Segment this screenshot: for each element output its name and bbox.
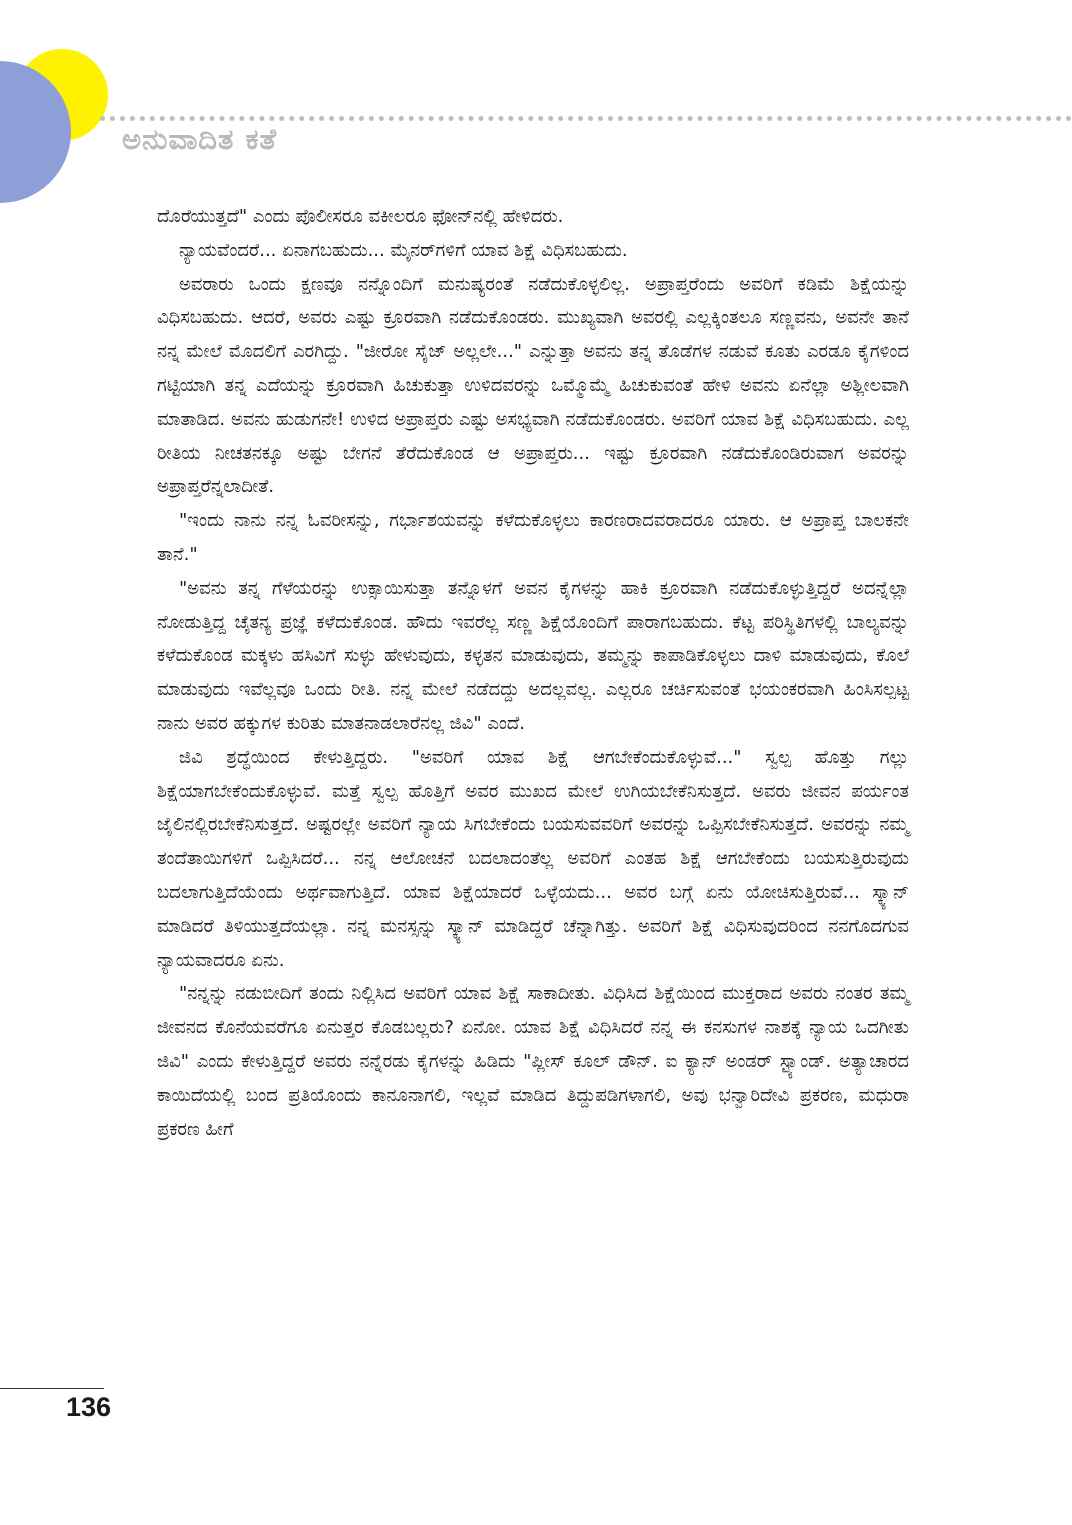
paragraph: ದೊರೆಯುತ್ತದೆ" ಎಂದು ಪೊಲೀಸರೂ ವಕೀಲರೂ ಫೋನ್‌ನಲ್ಲಿ ಹೇಳಿದರು. — [157, 206, 564, 227]
paragraph: "ಇಂದು ನಾನು ನನ್ನ ಓವರೀಸನ್ನು, ಗರ್ಭಾಶಯವನ್ನು ಕಳೆದುಕೊಳ್ಳಲು ಕಾರಣರಾದವರಾದರೂ ಯಾರು. ಆ ಅಪ್ರಾಪ್ತ ಬಾಲಕನೇ ತಾನೆ." — [157, 510, 909, 565]
yellow-circle — [16, 49, 108, 141]
paragraph: ನ್ಯಾಯವೆಂದರೆ... ಏನಾಗಬಹುದು... ಮೈನರ್‌ಗಳಿಗೆ ಯಾವ ಶಿಕ್ಷೆ ವಿಧಿಸಬಹುದು. — [179, 239, 628, 261]
section-title: ಅನುವಾದಿತ ಕತೆ — [122, 122, 278, 156]
blue-half-disc — [0, 61, 71, 203]
story-body — [157, 200, 909, 1146]
paragraph: "ಅವನು ತನ್ನ ಗೆಳೆಯರನ್ನು ಉಕ್ಸಾಯಿಸುತ್ತಾ ತನ್ನೊಳಗೆ ಅವನ ಕೈಗಳನ್ನು ಹಾಕಿ ಕ್ರೂರವಾಗಿ ನಡೆದುಕೊಳ್ಳುತ್ತಿದ್ದರೆ ಅದನ್ನೆಲ್ಲಾ ನೋಡುತ್ತಿದ್ದ ಚೈತನ್ಯ ಪ್ರಜ್ಞೆ ಕಳೆದುಕೊಂಡ. ಹೌದು ಇವರೆಲ್ಲ ಸಣ್ಣ ಶಿಕ್ಷೆಯೊಂದಿಗೆ ಪಾರಾಗಬಹುದು. ಕೆಟ್ಟ ಪರಿಸ್ಥಿತಿಗಳಲ್ಲಿ ಬಾಲ್ಯವನ್ನು ಕಳೆದುಕೊಂಡ ಮಕ್ಕಳು ಹಸಿವಿಗೆ ಸುಳ್ಳು ಹೇಳುವುದು, ಕಳ್ಳತನ ಮಾಡುವುದು, ತಮ್ಮನ್ನು ಕಾಪಾಡಿಕೊಳ್ಳಲು ದಾಳಿ ಮಾಡುವುದು, ಕೊಲೆ ಮಾಡುವುದು ಇವೆಲ್ಲವೂ ಒಂದು ರೀತಿ. ನನ್ನ ಮೇಲೆ ನಡೆದದ್ದು ಅದಲ್ಲವಲ್ಲ. ಎಲ್ಲರೂ ಚರ್ಚಿಸುವಂತೆ ಭಯಂಕರವಾಗಿ ಹಿಂಸಿಸಲ್ಪಟ್ಟ ನಾನು ಅವರ ಹಕ್ಕುಗಳ ಕುರಿತು ಮಾತನಾಡಲಾರೆನಲ್ಲ ಜಿವಿ" ಎಂದೆ. — [157, 577, 909, 734]
paragraph: ಅವರಾರು ಒಂದು ಕ್ಷಣವೂ ನನ್ನೊಂದಿಗೆ ಮನುಷ್ಯರಂತೆ ನಡೆದುಕೊಳ್ಳಲಿಲ್ಲ. ಅಪ್ರಾಪ್ತರೆಂದು ಅವರಿಗೆ ಕಡಿಮೆ ಶಿಕ್ಷೆಯನ್ನು ವಿಧಿಸಬಹುದು. ಆದರೆ, ಅವರು ಎಷ್ಟು ಕ್ರೂರವಾಗಿ ನಡೆದುಕೊಂಡರು. ಮುಖ್ಯವಾಗಿ ಅವರಲ್ಲಿ ಎಲ್ಲಕ್ಕಿಂತಲೂ ಸಣ್ಣವನು, ಅವನೇ ತಾನೆ ನನ್ನ ಮೇಲೆ ಮೊದಲಿಗೆ ಎರಗಿದ್ದು. "ಜೀರೋ ಸೈಜ್ ಅಲ್ಲಲೇ..." ಎನ್ನುತ್ತಾ ಅವನು ತನ್ನ ತೊಡೆಗಳ ನಡುವೆ ಕೂತು ಎರಡೂ ಕೈಗಳಿಂದ ಗಟ್ಟಿಯಾಗಿ ತನ್ನ ಎದೆಯನ್ನು ಕ್ರೂರವಾಗಿ ಹಿಚುಕುತ್ತಾ ಉಳಿದವರನ್ನು ಒಮ್ಮೊಮ್ಮೆ ಹಿಚುಕುವಂತೆ ಹೇಳಿ ಅವನು ಏನೆಲ್ಲಾ ಅಶ್ಲೀಲವಾಗಿ ಮಾತಾಡಿದ. ಅವನು ಹುಡುಗನೇ! ಉಳಿದ ಅಪ್ರಾಪ್ತರು ಎಷ್ಟು ಅಸಭ್ಯವಾಗಿ ನಡೆದುಕೊಂಡರು. ಅವರಿಗೆ ಯಾವ ಶಿಕ್ಷೆ ವಿಧಿಸಬಹುದು. ಎಲ್ಲ ರೀತಿಯ ನೀಚತನಕ್ಕೂ ಅಷ್ಟು ಬೇಗನೆ ತೆರೆದುಕೊಂಡ ಆ ಅಪ್ರಾಪ್ತರು... ಇಷ್ಟು ಕ್ರೂರವಾಗಿ ನಡೆದುಕೊಂಡಿರುವಾಗ ಅವರನ್ನು ಅಪ್ರಾಪ್ತರೆನ್ನಲಾದೀತೆ. — [157, 273, 909, 498]
corner-decoration — [0, 0, 140, 220]
footer-rule — [0, 1388, 104, 1389]
page-number: 136 — [66, 1392, 112, 1422]
paragraph: ಜಿವಿ ಶ್ರದ್ಧೆಯಿಂದ ಕೇಳುತ್ತಿದ್ದರು. "ಅವರಿಗೆ ಯಾವ ಶಿಕ್ಷೆ ಆಗಬೇಕೆಂದುಕೊಳ್ಳುವೆ..." ಸ್ವಲ್ಪ ಹೊತ್ತು ಗಲ್ಲು ಶಿಕ್ಷೆಯಾಗಬೇಕೆಂದುಕೊಳ್ಳುವೆ. ಮತ್ತೆ ಸ್ವಲ್ಪ ಹೊತ್ತಿಗೆ ಅವರ ಮುಖದ ಮೇಲೆ ಉಗಿಯಬೇಕೆನಿಸುತ್ತದೆ. ಅವರು ಜೀವನ ಪರ್ಯಂತ ಜೈಲಿನಲ್ಲಿರಬೇಕೆನಿಸುತ್ತದೆ. ಅಷ್ಟರಲ್ಲೇ ಅವರಿಗೆ ನ್ಯಾಯ ಸಿಗಬೇಕೆಂದು ಬಯಸುವವರಿಗೆ ಅವರನ್ನು ಒಪ್ಪಿಸಬೇಕೆನಿಸುತ್ತದೆ. ಅವರನ್ನು ನಮ್ಮ ತಂದೆತಾಯಿಗಳಿಗೆ ಒಪ್ಪಿಸಿದರೆ... ನನ್ನ ಆಲೋಚನೆ ಬದಲಾದಂತೆಲ್ಲ ಅವರಿಗೆ ಎಂತಹ ಶಿಕ್ಷೆ ಆಗಬೇಕೆಂದು ಬಯಸುತ್ತಿರುವುದು ಬದಲಾಗುತ್ತಿದೆಯೆಂದು ಅರ್ಥವಾಗುತ್ತಿದೆ. ಯಾವ ಶಿಕ್ಷೆಯಾದರೆ ಒಳ್ಳೆಯದು... ಅವರ ಬಗ್ಗೆ ಏನು ಯೋಚಿಸುತ್ತಿರುವೆ... ಸ್ಕ್ಯಾನ್ ಮಾಡಿದರೆ ತಿಳಿಯುತ್ತದೆಯಲ್ಲಾ. ನನ್ನ ಮನಸ್ಸನ್ನು ಸ್ಕ್ಯಾನ್ ಮಾಡಿದ್ದರೆ ಚೆನ್ನಾಗಿತ್ತು. ಅವರಿಗೆ ಶಿಕ್ಷೆ ವಿಧಿಸುವುದರಿಂದ ನನಗೊದಗುವ ನ್ಯಾಯವಾದರೂ ಏನು. — [157, 746, 909, 971]
paragraph: "ನನ್ನನ್ನು ನಡುಬೀದಿಗೆ ತಂದು ನಿಲ್ಲಿಸಿದ ಅವರಿಗೆ ಯಾವ ಶಿಕ್ಷೆ ಸಾಕಾದೀತು. ವಿಧಿಸಿದ ಶಿಕ್ಷೆಯಿಂದ ಮುಕ್ತರಾದ ಅವರು ನಂತರ ತಮ್ಮ ಜೀವನದ ಕೊನೆಯವರೆಗೂ ಏನುತ್ತರ ಕೊಡಬಲ್ಲರು? ಏನೋ. ಯಾವ ಶಿಕ್ಷೆ ವಿಧಿಸಿದರೆ ನನ್ನ ಈ ಕನಸುಗಳ ನಾಶಕ್ಕೆ ನ್ಯಾಯ ಒದಗೀತು ಜಿವಿ" ಎಂದು ಕೇಳುತ್ತಿದ್ದರೆ ಅವರು ನನ್ನೆರಡು ಕೈಗಳನ್ನು ಹಿಡಿದು "ಪ್ಲೀಸ್ ಕೂಲ್ ಡೌನ್. ಐ ಕ್ಯಾನ್ ಅಂಡರ್ ಸ್ಟ್ಯಾಂಡ್. ಅತ್ಯಾಚಾರದ ಕಾಯಿದೆಯಲ್ಲಿ ಬಂದ ಪ್ರತಿಯೊಂದು ಕಾನೂನಾಗಲಿ, ಇಲ್ಲವೆ ಮಾಡಿದ ತಿದ್ದುಪಡಿಗಳಾಗಲಿ, ಅವು ಭನ್ವಾರಿದೇವಿ ಪ್ರಕರಣ, ಮಧುರಾ ಪ್ರಕರಣ ಹೀಗೆ — [157, 983, 909, 1140]
